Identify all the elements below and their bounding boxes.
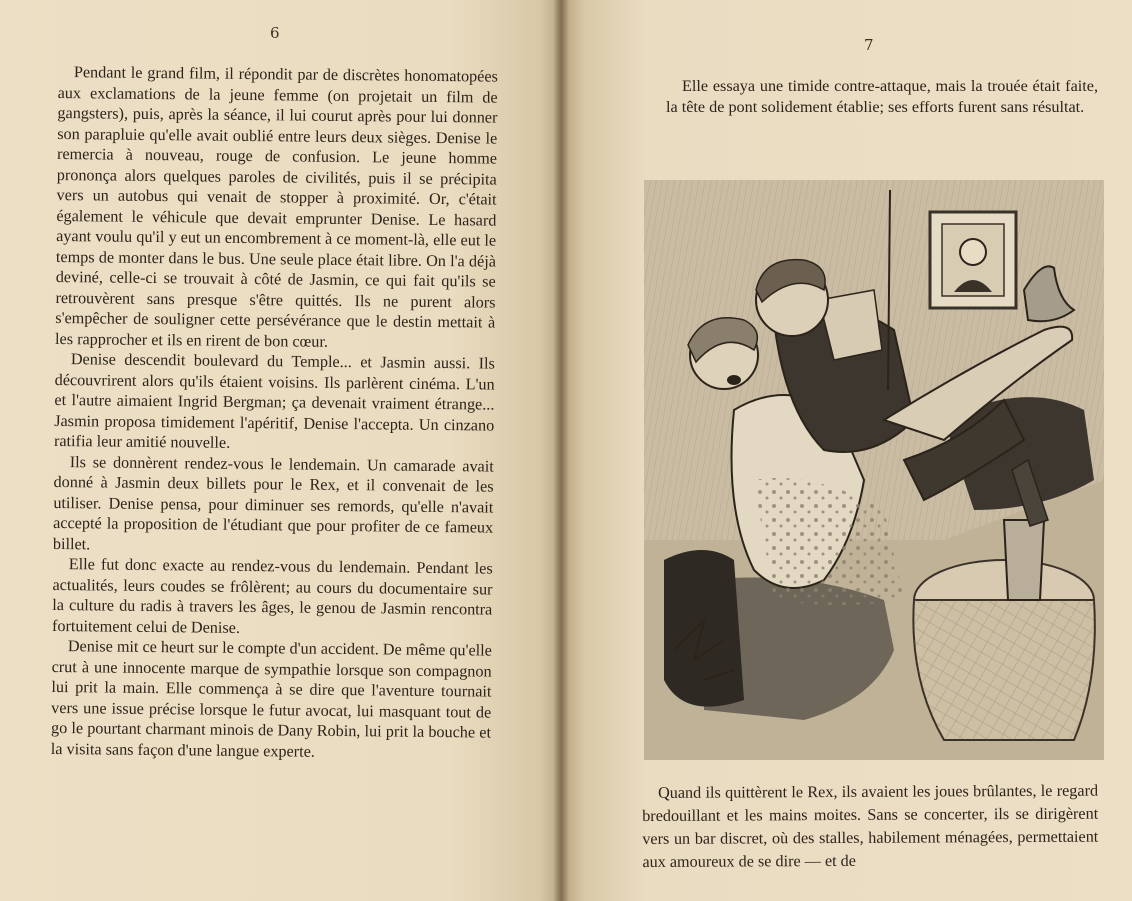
book-gutter xyxy=(553,0,569,901)
right-page-bottom-text xyxy=(642,780,1098,874)
left-page-text xyxy=(51,62,498,764)
couple-illustration xyxy=(644,180,1104,760)
wall-portrait xyxy=(930,212,1016,308)
paragraph: Denise descendit boulevard du Temple... et Jasmin aussi. Ils découvrirent alors qu'ils étaient voisins. Ils parlèrent cinéma. L'un et l'autre aimaient Ingrid Bergman; ça devenait vraiment étrange... Jasmin proposa timidement l'apéritif, Denise l'accepta. Un cinzano ratifia leur amitié nouvelle. xyxy=(53,350,495,452)
right-page-top-text xyxy=(666,76,1098,118)
paragraph: Pendant le grand film, il répondit par de discrètes honomatopées aux exclamations de la jeune femme (on projetait un film de gangsters), puis, après la séance, il lui courut après pour lui donner son parapluie qu'elle avait oublié entre leurs deux sièges. Denise le remercia à nouveau, rouge de confusion. Le jeune homme prononça alors quelques paroles de civilités, puis il se précipita vers un autobus qui venait de stopper à proximité. Or, c'était également le véhicule que devait emprunter Denise. Le hasard ayant voulu qu'il y eut un encombrement à ce moment-là, elle eut le temps de monter dans le bus. Une seule place était libre. On l'a déjà deviné, celle-ci se trouvait à côté de Jasmin, ce qui fait qu'ils se retrouvèrent sans presque s'être quittés. Ils ne purent alors s'empêcher de souligner cette persévérance que le destin mettait à les rapprocher et ils en rirent de bon cœur. xyxy=(55,63,498,351)
left-page-number: 6 xyxy=(270,24,280,42)
left-page xyxy=(0,0,562,901)
paragraph: Elle essaya une timide contre-attaque, mais la trouée était faite, la tête de pont solidement établie; ses efforts furent sans résultat. xyxy=(666,77,1098,116)
right-page-number: 7 xyxy=(864,36,874,54)
paragraph: Quand ils quittèrent le Rex, ils avaient les joues brûlantes, le regard bredouillant et les mains moites. Sans se concerter, ils se dirigèrent vers un bar discret, où des stalles, habilement ménagées, permettaient aux amoureux de se dire — et de xyxy=(642,781,1099,871)
paragraph: Denise mit ce heurt sur le compte d'un accident. De même qu'elle crut à une innocente marque de sympathie lorsque son compagnon lui prit la main. Elle commença à se dire que l'aventure tournait vers une issue précise lorsque le futur avocat, lui masquant tout de go le pourtant charmant minois de Dany Robin, lui prit la bouche et la visita sans façon d'une langue experte. xyxy=(50,637,492,761)
paragraph: Ils se donnèrent rendez-vous le lendemain. Un camarade avait donné à Jasmin deux billets pour le Rex, et il convenait de les utiliser. Denise pensa, pour diminuer ses remords, qu'elle n'avait accepté la proposition de l'étudiant que pour profiter de ce fameux billet. xyxy=(52,452,494,553)
right-page xyxy=(562,0,1132,901)
paragraph: Elle fut donc exacte au rendez-vous du lendemain. Pendant les actualités, leurs coudes se frôlèrent; au cours du documentaire sur la culture du radis à travers les âges, le genou de Jasmin rencontra fortuitement celui de Denise. xyxy=(52,555,493,637)
